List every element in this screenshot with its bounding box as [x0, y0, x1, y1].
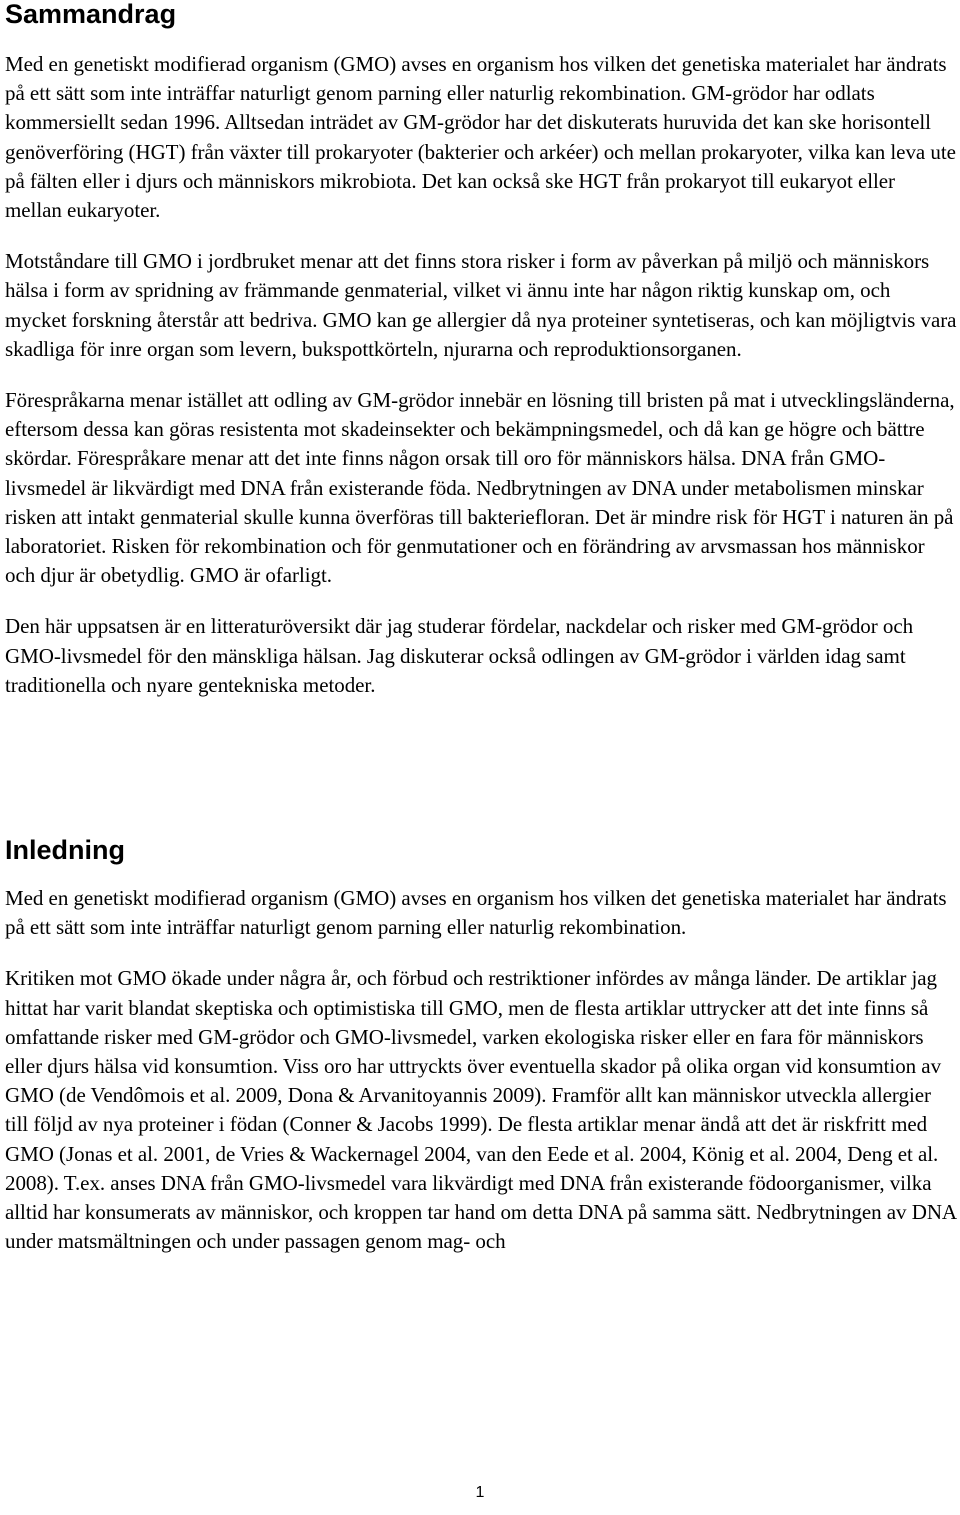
- summary-paragraph-2: Motståndare till GMO i jordbruket menar att det finns stora risker i form av påverkan på miljö och människors hälsa i form av spridning av främmande genmaterial, vilket vi ännu inte har någon riktig kunskap om, och mycket forskning återstår att bedriva. GMO kan ge allergier då nya proteiner syntetiseras, och kan möjligtvis vara skadliga för inre organ som levern, bukspottkörteln, njurarna och reproduktionsorganen.: [5, 249, 957, 361]
- summary-paragraph-1: Med en genetiskt modifierad organism (GMO) avses en organism hos vilken det genetiska materialet har ändrats på ett sätt som inte inträffar naturligt genom parning eller naturlig rekombination. GM-grödor har odlats kommersiellt sedan 1996. Alltsedan inträdet av GM-grödor har det diskuterats huruvida det kan ske horisontell genöverföring (HGT) från växter till prokaryoter (bakterier och arkéer) och mellan prokaryoter, vilka kan leva ute på fälten eller i djurs och människors mikrobiota. Det kan också ske HGT från prokaryot till eukaryot eller mellan eukaryoter.: [5, 52, 956, 223]
- introduction-paragraph-2: Kritiken mot GMO ökade under några år, och förbud och restriktioner infördes av många länder. De artiklar jag hittat har varit blandat skeptiska och optimistiska till GMO, men de flesta artiklar uttrycker att det inte finns så omfattande risker med GM-grödor och GMO-livsmedel, varken ekologiska risker eller en fara för människors eller djurs hälsa vid konsumtion. Viss oro har uttryckts över eventuella skador på olika organ vid konsumtion av GMO (de Vendômois et al. 2009, Dona & Arvanitoyannis 2009). Framför allt kan människor utveckla allergier till följd av nya proteiner i födan (Conner & Jacobs 1999). De flesta artiklar menar ändå att det är riskfritt med GMO (Jonas et al. 2001, de Vries & Wackernagel 2004, van den Eede et al. 2004, König et al. 2004, Deng et al. 2008). T.ex. anses DNA från GMO-livsmedel vara likvärdigt med DNA från existerande födoorganismer, vilka alltid har konsumerats av människor, och kroppen tar hand om detta DNA på samma sätt. Nedbrytningen av DNA under matsmältningen och under passagen genom mag- och: [5, 966, 956, 1254]
- summary-paragraph-3: Förespråkarna menar istället att odling av GM-grödor innebär en lösning till bristen på mat i utvecklingsländerna, eftersom dessa kan göras resistenta mot skadeinsekter och bekämpningsmedel, och då kan ge högre och bättre skördar. Förespråkare menar att det inte finns någon orsak till oro för människors hälsa. DNA från GMO-livsmedel är likvärdigt med DNA från existerande föda. Nedbrytningen av DNA under metabolismen minskar risken att intakt genmaterial skulle kunna överföras till bakteriefloran. Det är mindre risk för HGT i naturen än på laboratoriet. Risken för rekombination och för genmutationer och en förändring av arvsmassan hos människor och djur är obetydlig. GMO är ofarligt.: [5, 388, 955, 588]
- summary-heading: Sammandrag: [5, 0, 177, 29]
- document-page: [5, 0, 957, 1257]
- page-number: 1: [475, 1484, 485, 1501]
- introduction-heading: Inledning: [5, 835, 125, 866]
- introduction-paragraph-1: Med en genetiskt modifierad organism (GMO) avses en organism hos vilken det genetiska materialet har ändrats på ett sätt som inte inträffar naturligt genom parning eller naturlig rekombination.: [5, 886, 947, 940]
- summary-paragraph-4: Den här uppsatsen är en litteraturöversikt där jag studerar fördelar, nackdelar och risker med GM-grödor och GMO-livsmedel för den mänskliga hälsan. Jag diskuterar också odlingen av GM-grödor i världen idag samt traditionella och nyare gentekniska metoder.: [5, 614, 914, 697]
